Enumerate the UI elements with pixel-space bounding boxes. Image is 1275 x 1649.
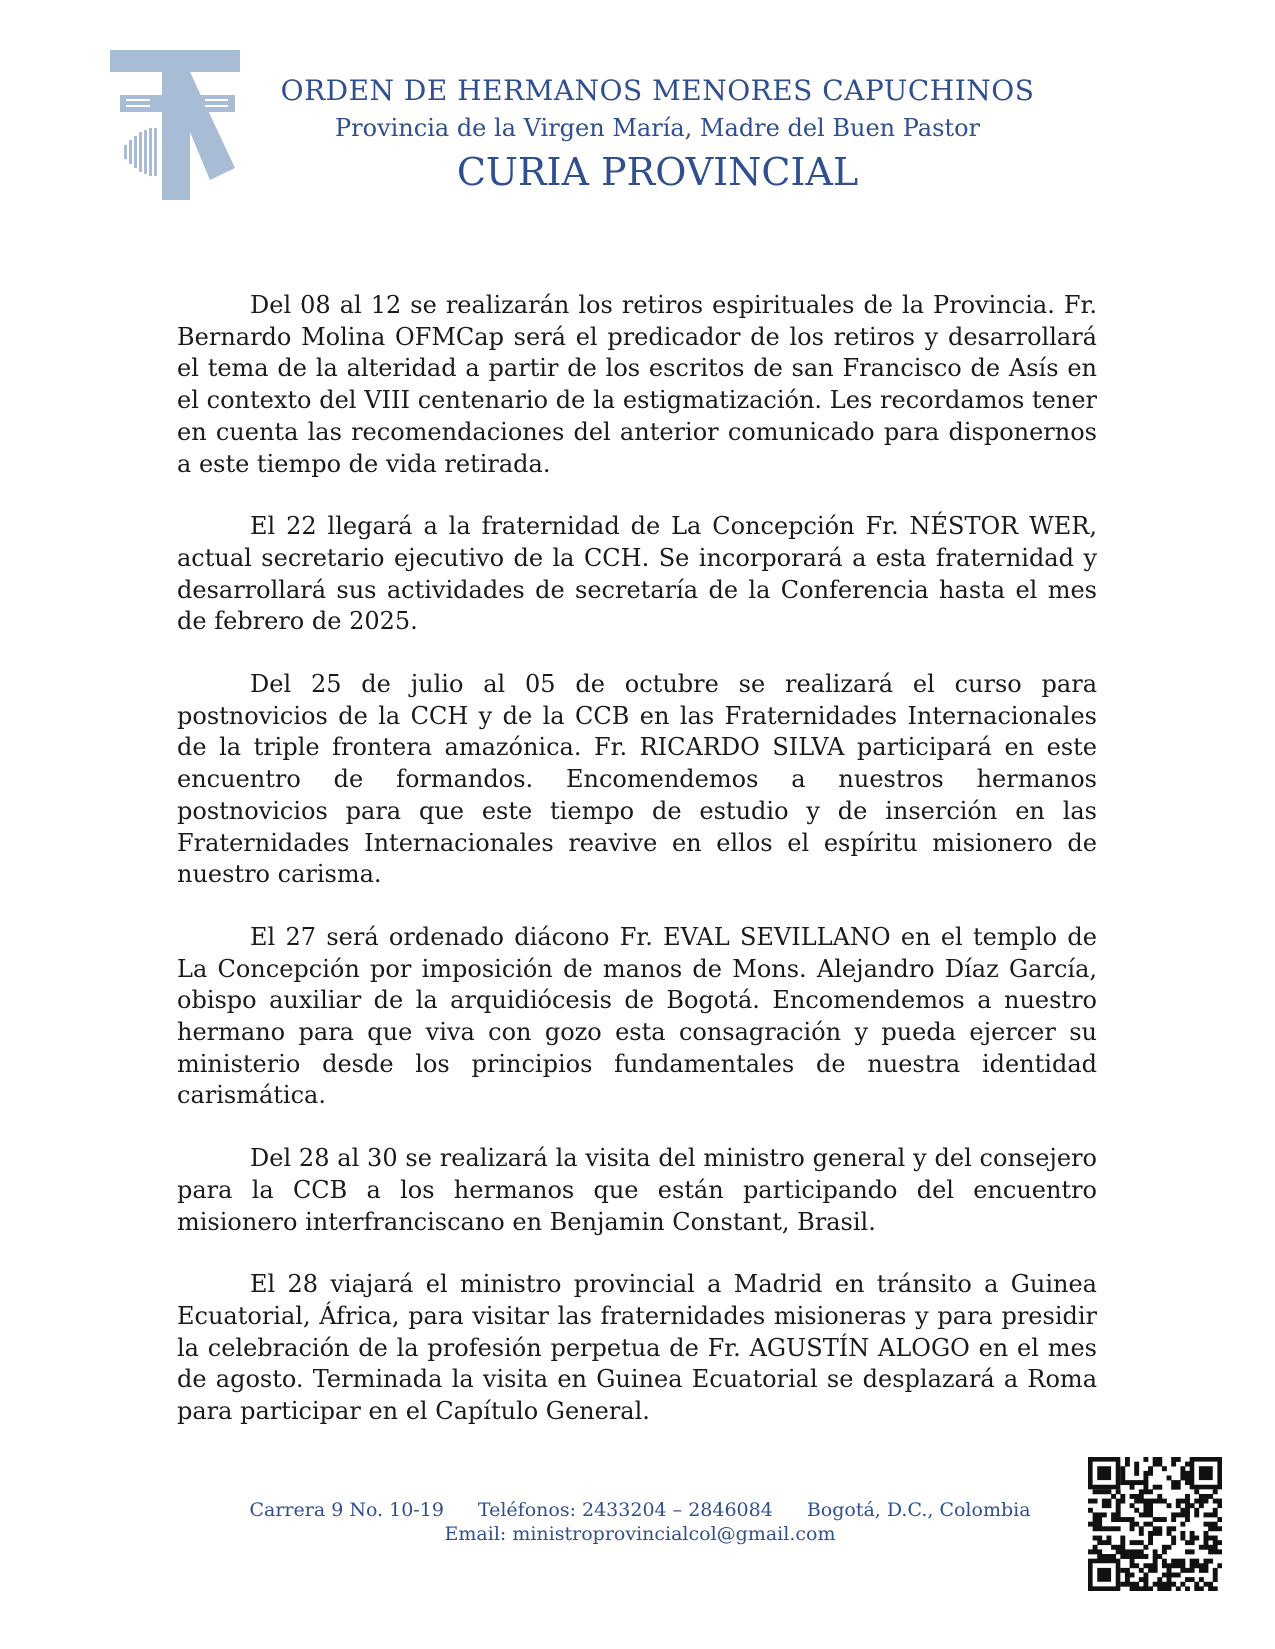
footer-phones: Teléfonos: 2433204 – 2846084: [477, 1499, 773, 1521]
paragraph-retreats: Del 08 al 12 se realizarán los retiros espirituales de la Provincia. Fr. Bernardo Molina OFMCap será el predicador de los retiros y desarrollará el tema de la alteridad a partir de los escritos de san Francisco de Asís en el contexto del VIII centenario de la estigmatización. Les recordamos tener en cuenta las recomendaciones del anterior comunicado para disponernos a este tiempo de vida retirada.: [177, 291, 1097, 478]
letterhead: [270, 72, 1045, 196]
footer-contact-line: [200, 1498, 1080, 1522]
franciscan-tau-cross-icon: [110, 50, 250, 210]
paragraph-nestor-wer: El 22 llegará a la fraternidad de La Concepción Fr. NÉSTOR WER, actual secretario ejecutivo de la CCH. Se incorporará a esta fraternidad y desarrollará sus actividades de secretaría de la Conferencia hasta el mes de febrero de 2025.: [177, 512, 1097, 636]
order-name: ORDEN DE HERMANOS MENORES CAPUCHINOS: [280, 74, 1035, 107]
letter-body: [177, 290, 1097, 1459]
province-name: Provincia de la Virgen María, Madre del Buen Pastor: [335, 114, 980, 142]
paragraph-postnovices-course: Del 25 de julio al 05 de octubre se realizará el curso para postnovicios de la CCH y de la CCB en las Fraternidades Internacionales de la triple frontera amazónica. Fr. RICARDO SILVA participará en este encuentro de formandos. Encomendemos a nuestros hermanos postnovicios para que este tiempo de estudio y de inserción en las Fraternidades Internacionales reavive en ellos el espíritu misionero de nuestro carisma.: [177, 670, 1097, 889]
footer-email: Email: ministroprovincialcol@gmail.com: [444, 1523, 836, 1545]
qr-code-icon: [1088, 1457, 1222, 1591]
paragraph-general-visit: Del 28 al 30 se realizará la visita del ministro general y del consejero para la CCB a los hermanos que están participando del encuentro misionero interfranciscano en Benjamin Constant, Brasil.: [177, 1144, 1097, 1236]
footer: [200, 1498, 1080, 1546]
footer-address: Carrera 9 No. 10-19: [249, 1499, 444, 1521]
curia-title: CURIA PROVINCIAL: [456, 150, 859, 194]
footer-city: Bogotá, D.C., Colombia: [806, 1499, 1031, 1521]
paragraph-diaconate: El 27 será ordenado diácono Fr. EVAL SEVILLANO en el templo de La Concepción por imposición de manos de Mons. Alejandro Díaz García, obispo auxiliar de la arquidiócesis de Bogotá. Encomendemos a nuestro hermano para que viva con gozo esta consagración y pueda ejercer su ministerio desde los principios fundamentales de nuestra identidad carismática.: [177, 922, 1097, 1110]
paragraph-provincial-travel: El 28 viajará el ministro provincial a Madrid en tránsito a Guinea Ecuatorial, África, para visitar las fraternidades misioneras y para presidir la celebración de la profesión perpetua de Fr. AGUSTÍN ALOGO en el mes de agosto. Terminada la visita en Guinea Ecuatorial se desplazará a Roma para participar en el Capítulo General.: [177, 1270, 1097, 1426]
